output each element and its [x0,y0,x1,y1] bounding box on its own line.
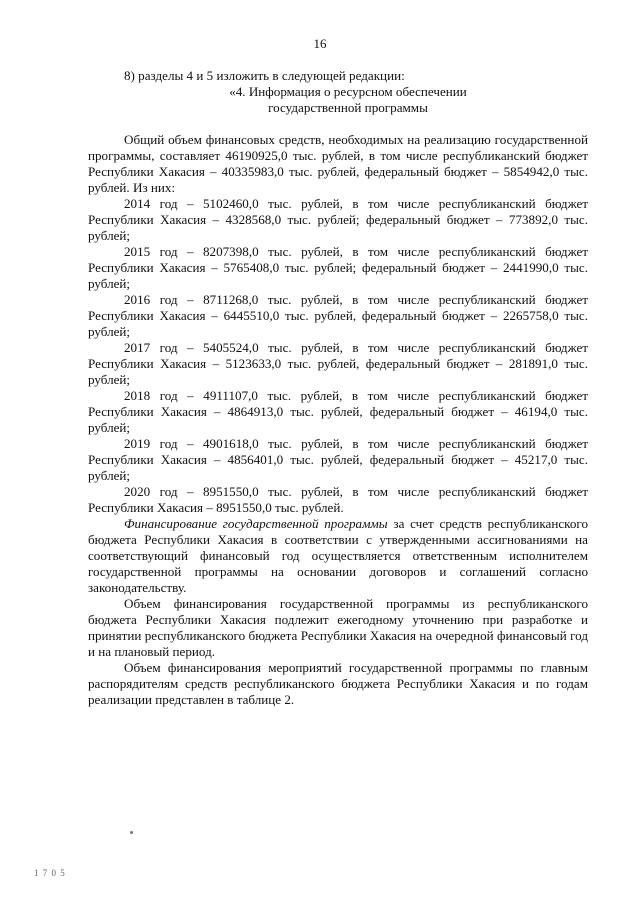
paragraph-total: Общий объем финансовых средств, необходимых на реализацию государственной программы, составляет 46190925,0 тыс. рублей, в том числе республиканский бюджет Республики Хакасия – 40335983,0 тыс. рублей, федеральный бюджет – 5854942,0 тыс. рублей. Из них: [88,132,588,195]
paragraph-financing [88,516,588,596]
paragraph-year-2019: 2019 год – 4901618,0 тыс. рублей, в том числе республиканский бюджет Республики Хакасия – 4856401,0 тыс. рублей, федеральный бюджет – 45217,0 тыс. рублей; [88,436,588,483]
section-title-line-1: «4. Информация о ресурсном обеспечении [229,84,467,99]
section-title [88,84,588,116]
scan-dot [130,831,133,834]
footer-mark: 1 7 0 5 [34,868,66,878]
page-number: 16 [313,36,327,51]
amendment-intro: 8) разделы 4 и 5 изложить в следующей редакции: [124,68,405,83]
paragraph-year-2017: 2017 год – 5405524,0 тыс. рублей, в том числе республиканский бюджет Республики Хакасия – 5123633,0 тыс. рублей, федеральный бюджет – 281891,0 тыс. рублей; [88,340,588,387]
document-body [88,68,588,708]
section-title-line-2: государственной программы [268,100,428,115]
paragraph-adjustment: Объем финансирования государственной программы из республиканского бюджета Республики Хакасия подлежит ежегодному уточнению при разработке и принятии республиканского бюджета Республики Хакасия на очередной финансовый год и на плановый период. [88,596,588,659]
paragraph-year-2018: 2018 год – 4911107,0 тыс. рублей, в том числе республиканский бюджет Республики Хакасия – 4864913,0 тыс. рублей, федеральный бюджет – 46194,0 тыс. рублей; [88,388,588,435]
financing-italic: Финансирование государственной программы [124,516,388,531]
paragraph-year-2014: 2014 год – 5102460,0 тыс. рублей, в том числе республиканский бюджет Республики Хакасия – 4328568,0 тыс. рублей; федеральный бюджет – 773892,0 тыс. рублей; [88,196,588,243]
paragraph-table-reference: Объем финансирования мероприятий государственной программы по главным распорядителям средств республиканского бюджета Республики Хакасия и по годам реализации представлен в таблице 2. [88,660,588,707]
paragraph-year-2015: 2015 год – 8207398,0 тыс. рублей, в том числе республиканский бюджет Республики Хакасия – 5765408,0 тыс. рублей; федеральный бюджет – 2441990,0 тыс. рублей; [88,244,588,291]
financing-rest: за счет средств республиканского бюджета Республики Хакасия в соответствии с утвержденными ассигнованиями на соответствующий финансовый год осуществляется ответственным исполнителем государственной программы на основании договоров и соглашений согласно законодательству. [88,516,588,595]
paragraph-year-2020: 2020 год – 8951550,0 тыс. рублей, в том числе республиканский бюджет Республики Хакасия – 8951550,0 тыс. рублей. [88,484,588,515]
paragraph-year-2016: 2016 год – 8711268,0 тыс. рублей, в том числе республиканский бюджет Республики Хакасия – 6445510,0 тыс. рублей, федеральный бюджет – 2265758,0 тыс. рублей; [88,292,588,339]
